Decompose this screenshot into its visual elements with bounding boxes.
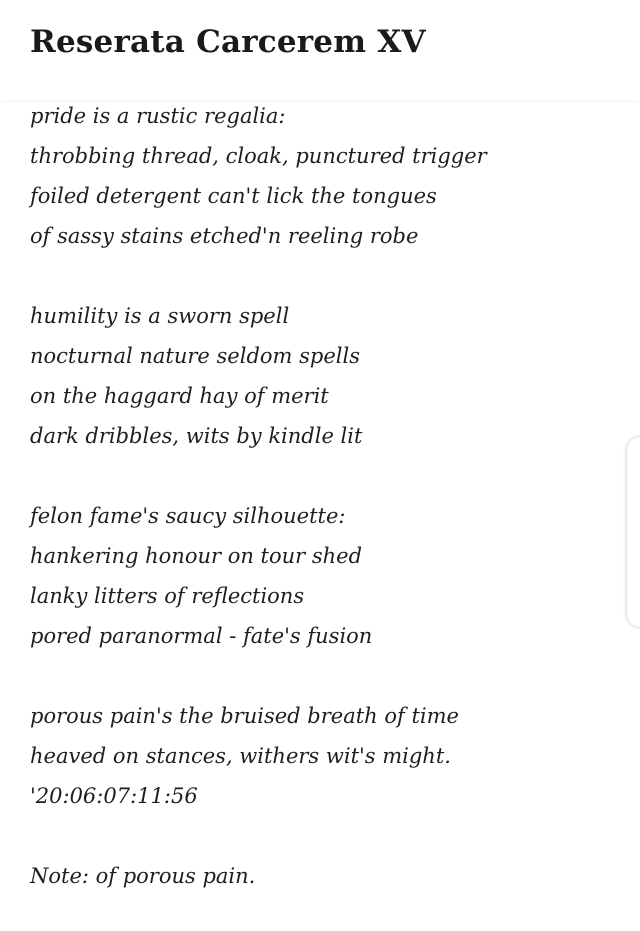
poem-line: pride is a rustic regalia: <box>30 104 286 128</box>
poem-line: humility is a sworn spell <box>30 304 290 328</box>
stanza-break <box>30 256 620 296</box>
poem-line: on the haggard hay of merit <box>30 384 329 408</box>
poem-body <box>30 96 620 896</box>
edge-panel-handle[interactable] <box>626 436 640 628</box>
poem-line: dark dribbles, wits by kindle lit <box>30 424 363 448</box>
stanza-break <box>30 816 620 856</box>
poem-line: hankering honour on tour shed <box>30 544 363 568</box>
poem-note: Note: of porous pain. <box>30 864 256 888</box>
stanza-break <box>30 456 620 496</box>
poem-line: throbbing thread, cloak, punctured trigger <box>30 144 487 168</box>
poem-line: felon fame's saucy silhouette: <box>30 504 346 528</box>
poem-line: of sassy stains etched'n reeling robe <box>30 224 419 248</box>
poem-line: nocturnal nature seldom spells <box>30 344 360 368</box>
poem-line: lanky litters of reflections <box>30 584 305 608</box>
poem-line: porous pain's the bruised breath of time <box>30 704 459 728</box>
page-header <box>0 0 640 100</box>
poem-line: pored paranormal - fate's fusion <box>30 624 373 648</box>
poem-line: foiled detergent can't lick the tongues <box>30 184 437 208</box>
stanza-break <box>30 656 620 696</box>
poem-line: heaved on stances, withers wit's might. <box>30 744 451 768</box>
page-title: Reserata Carcerem XV <box>30 24 426 60</box>
poem-timestamp: '20:06:07:11:56 <box>30 784 198 808</box>
